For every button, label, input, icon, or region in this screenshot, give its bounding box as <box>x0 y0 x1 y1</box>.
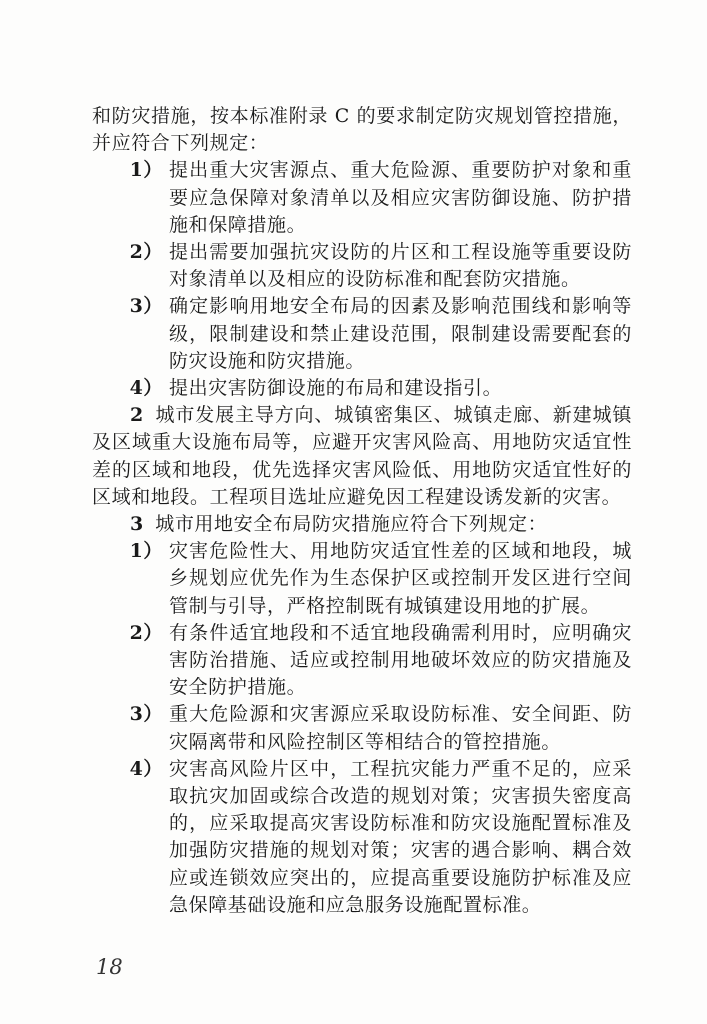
list-item-number: 2） <box>129 241 163 264</box>
body-text <box>92 103 632 919</box>
list-item-number: 3） <box>129 703 163 726</box>
list-item-number: 3） <box>129 295 163 318</box>
clause-number: 3 <box>130 513 144 536</box>
list-item-text: 灾害危险性大、用地防灾适宜性差的区域和地段，城乡规划应优先作为生态保护区或控制开发区进行空间管制与引导，严格控制既有城镇建设用地的扩展。 <box>169 540 632 617</box>
list-item-text: 重大危险源和灾害源应采取设防标准、安全间距、防灾隔离带和风险控制区等相结合的管控措施。 <box>169 703 632 753</box>
intro-paragraph: 和防灾措施，按本标准附录 C 的要求制定防灾规划管控措施，并应符合下列规定： <box>92 105 632 155</box>
list-item-number: 4） <box>129 757 163 780</box>
list-item <box>92 375 632 402</box>
list-item-text: 提出需要加强抗灾设防的片区和工程设施等重要设防对象清单以及相应的设防标准和配套防灾措施。 <box>169 241 632 291</box>
clause-number: 2 <box>130 404 144 427</box>
list-first <box>92 157 632 402</box>
list-item-text: 提出重大灾害源点、重大危险源、重要防护对象和重要应急保障对象清单以及相应灾害防御设施、防护措施和保障措施。 <box>169 159 632 236</box>
clause-text: 城市发展主导方向、城镇密集区、城镇走廊、新建城镇及区域重大设施布局等，应避开灾害风险高、用地防灾适宜性差的区域和地段，优先选择灾害风险低、用地防灾适宜性好的区域和地段。工程项目选址应避免因工程建设诱发新的灾害。 <box>92 404 632 508</box>
list-item <box>92 538 632 620</box>
list-item-text: 有条件适宜地段和不适宜地段确需利用时，应明确灾害防治措施、适应或控制用地破坏效应的防灾措施及安全防护措施。 <box>169 621 632 699</box>
list-item-number: 1） <box>129 159 163 182</box>
list-item-number: 4） <box>129 377 163 400</box>
list-item-text: 灾害高风险片区中，工程抗灾能力严重不足的，应采取抗灾加固或综合改造的规划对策；灾害损失密度高的，应采取提高灾害设防标准和防灾设施配置标准及加强防灾措施的规划对策；灾害的遇合影响、耦合效应或连锁效应突出的，应提高重要设施防护标准及应急保障基础设施和应急服务设施配置标准。 <box>169 757 632 916</box>
list-second <box>92 538 632 919</box>
list-item <box>92 701 632 755</box>
list-item <box>92 239 632 293</box>
list-item-text: 提出灾害防御设施的布局和建设指引。 <box>169 377 503 400</box>
clause-text: 城市用地安全布局防灾措施应符合下列规定： <box>155 513 548 536</box>
clause-3 <box>92 511 632 538</box>
list-item <box>92 293 632 375</box>
list-item <box>92 620 632 702</box>
list-item-number: 1） <box>129 540 163 563</box>
list-item-number: 2） <box>129 621 163 644</box>
list-item <box>92 157 632 239</box>
clause-2 <box>92 402 632 511</box>
page-number: 18 <box>96 955 123 979</box>
list-item-text: 确定影响用地安全布局的因素及影响范围线和影响等级，限制建设和禁止建设范围，限制建设需要配套的防灾设施和防灾措施。 <box>169 295 632 372</box>
list-item <box>92 756 632 919</box>
